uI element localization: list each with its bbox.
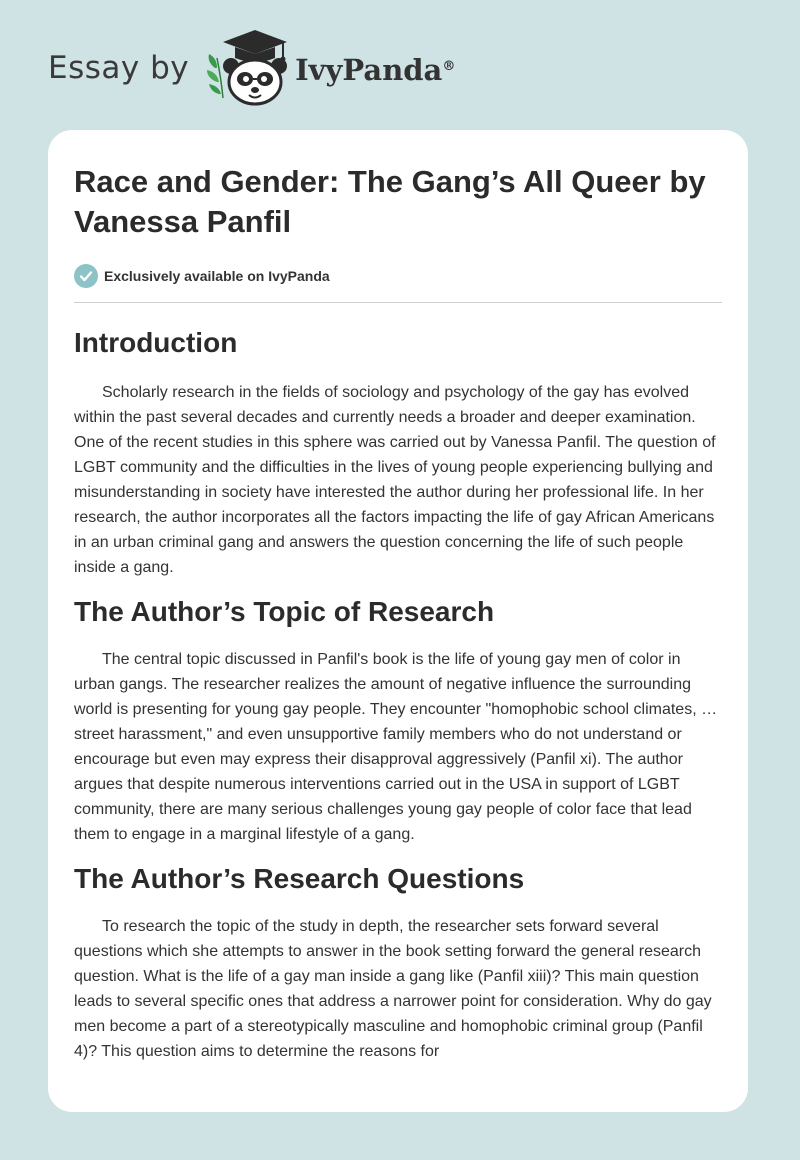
section-heading: The Author’s Topic of Research bbox=[74, 596, 495, 627]
section-paragraph: To research the topic of the study in depth, the researcher sets forward several questions which she attempts to answer in the book setting forward the general research question. What is the life of a gay man inside a gang like (Panfil xiii)? This main question leads to several specific ones that address a narrower point for consideration. Why do gay men become a part of a stereotypically masculine and homophobic criminal group (Panfil 4)? This question aims to determine the reasons for bbox=[74, 918, 712, 1060]
registered-mark: ® bbox=[442, 59, 456, 74]
exclusive-badge bbox=[74, 264, 722, 288]
essay-by-label: Essay by bbox=[48, 50, 190, 86]
section-heading: Introduction bbox=[74, 327, 238, 358]
brand-name[interactable] bbox=[295, 53, 455, 87]
section-heading: The Author’s Research Questions bbox=[74, 863, 525, 894]
ivy-leaf-icon bbox=[207, 54, 223, 98]
brand-text: IvyPanda bbox=[295, 53, 443, 87]
divider bbox=[74, 302, 722, 303]
panda-logo-icon[interactable] bbox=[201, 28, 289, 108]
check-icon bbox=[74, 264, 98, 288]
section-research-questions bbox=[74, 861, 722, 1064]
essay-card bbox=[48, 130, 748, 1112]
site-header bbox=[48, 28, 455, 108]
section-paragraph: The central topic discussed in Panfil's book is the life of young gay men of color in urban gangs. The researcher realizes the amount of negative influence the surrounding world is presenting for young gay people. They encounter "homophobic school climates, … street harassment," and even unsupportive family members who do not understand or encourage but even may express their disapproval aggressively (Panfil xi). The author argues that despite numerous interventions carried out in the USA in support of LGBT community, there are many serious challenges young gay people of color face that lead them to engage in a marginal lifestyle of a gang. bbox=[74, 651, 718, 843]
essay-title: Race and Gender: The Gang’s All Queer by Vanessa Panfil bbox=[74, 164, 706, 239]
exclusive-badge-label: Exclusively available on IvyPanda bbox=[104, 268, 330, 284]
section-topic-of-research bbox=[74, 594, 722, 847]
section-paragraph: Scholarly research in the fields of sociology and psychology of the gay has evolved within the past several decades and currently needs a broader and deeper examination. One of the recent studies in this sphere was carried out by Vanessa Panfil. The question of LGBT community and the difficulties in the lives of young people experiencing bullying and misunderstanding in society have interested the author during her professional life. In her research, the author incorporates all the factors impacting the life of gay African Americans in an urban criminal gang and answers the question concerning the life of such people inside a gang. bbox=[74, 384, 716, 576]
section-introduction bbox=[74, 325, 722, 580]
